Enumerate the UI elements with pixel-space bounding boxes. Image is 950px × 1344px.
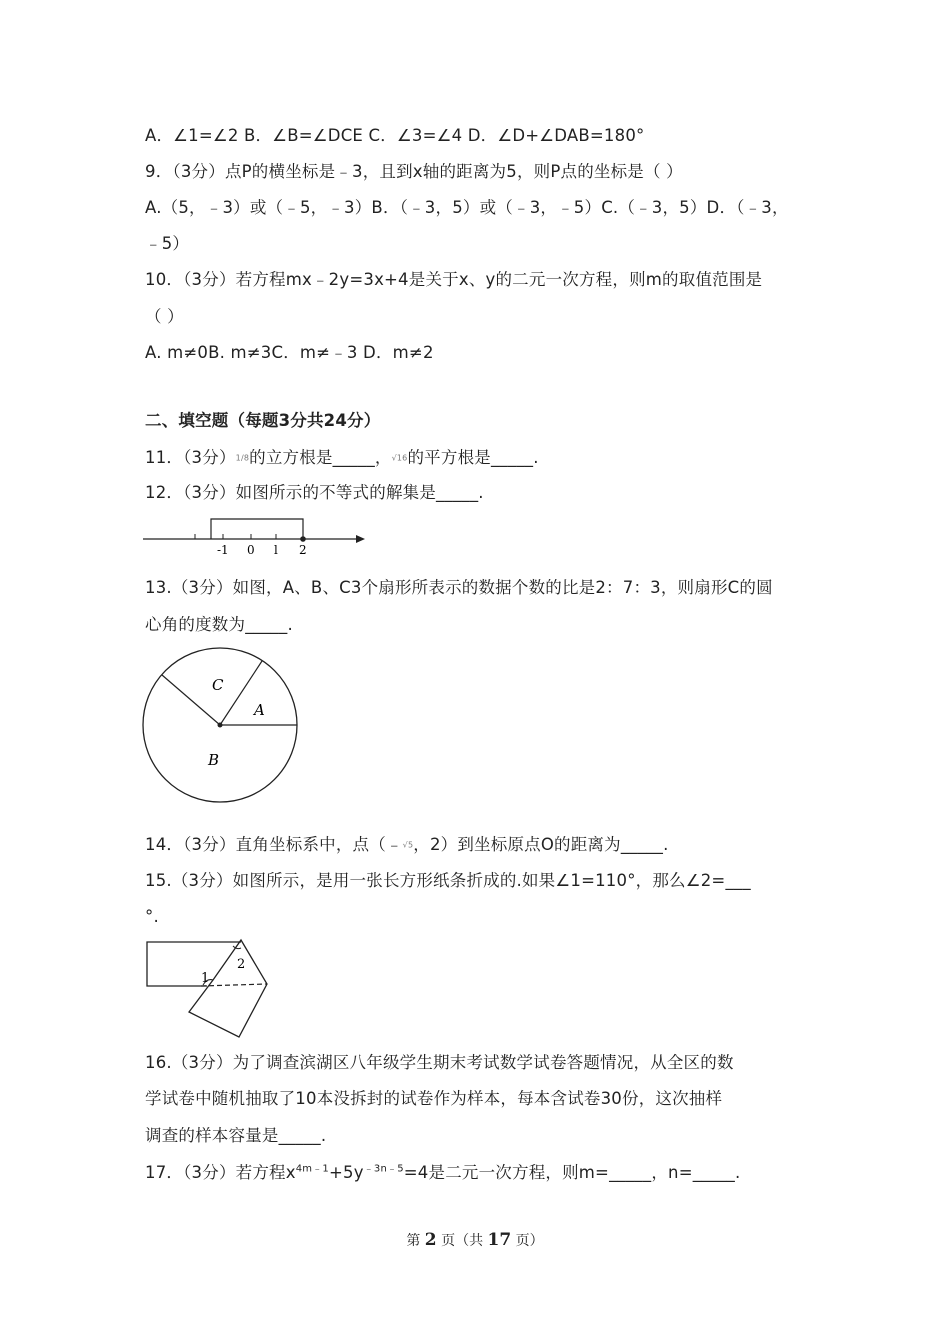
label-2: 2	[299, 543, 307, 557]
q16-line3: 调查的样本容量是_____.	[145, 1126, 327, 1145]
folded-part	[189, 940, 267, 1037]
q17	[145, 1162, 740, 1184]
page-footer	[0, 1230, 950, 1250]
footer-page-number: 2	[424, 1230, 437, 1250]
q16-line1: 16.（3分）为了调查滨湖区八年级学生期末考试数学试卷答题情况，从全区的数	[145, 1053, 734, 1072]
fold-dashed-line	[201, 984, 267, 986]
footer-prefix: 第	[406, 1233, 421, 1249]
q11-prefix: 11．（3分）	[145, 448, 236, 467]
sector-b-label: B	[208, 751, 220, 769]
q11-fraction: 1/8	[235, 453, 250, 463]
q17-exponent-x: 4m﹣1	[295, 1163, 329, 1175]
label-minus-1: -1	[217, 543, 229, 557]
q11-suffix: 的平方根是_____.	[407, 448, 539, 467]
q17-mid: +5y	[329, 1163, 364, 1182]
pie-center	[218, 723, 223, 728]
q9-stem: 9．（3分）点P的横坐标是﹣3，且到x轴的距离为5，则P点的坐标是（ ）	[145, 162, 683, 181]
label-1: l	[274, 543, 278, 557]
q17-exponent-y: ﹣3n﹣5	[363, 1163, 404, 1175]
footer-total-pages: 17	[487, 1230, 512, 1250]
q13-line1: 13.（3分）如图，A、B、C3个扇形所表示的数据个数的比是2：7：3，则扇形C的圆	[145, 578, 773, 597]
solution-bracket	[211, 519, 303, 539]
q10-paren: （ ）	[145, 307, 184, 326]
angle-2-label: 2	[237, 957, 246, 972]
q16-line2: 学试卷中随机抽取了10本没拆封的试卷作为样本，每本含试卷30份，这次抽样	[145, 1089, 723, 1108]
q13-line2: 心角的度数为_____.	[145, 615, 293, 634]
label-0: 0	[247, 543, 255, 557]
footer-mid: 页（共	[441, 1233, 484, 1249]
angle-1-label: 1	[201, 971, 210, 986]
q8-options: A．∠1=∠2 B．∠B=∠DCE C．∠3=∠4 D．∠D+∠DAB=180°	[145, 126, 645, 145]
q12: 12．（3分）如图所示的不等式的解集是_____.	[145, 483, 484, 502]
q14-sqrt: √5	[402, 840, 414, 850]
q10-options: A. m≠0B. m≠3C．m≠﹣3 D．m≠2	[145, 343, 434, 362]
number-line-figure	[143, 515, 368, 560]
q17-suffix: =4是二元一次方程，则m=_____，n=_____.	[403, 1163, 741, 1182]
q14-prefix: 14．（3分）直角坐标系中，点（﹣	[145, 835, 403, 854]
q9-options-line1: A.（5，﹣3）或（﹣5，﹣3）B．（﹣3，5）或（﹣3，﹣5）C.（﹣3，5）D．（﹣3，	[145, 198, 789, 217]
q11-sqrt: √16	[391, 453, 408, 463]
pie-figure	[140, 645, 302, 807]
q15-line2: °.	[145, 907, 159, 926]
number-line-arrow	[356, 535, 365, 543]
q9-options-line2: ﹣5）	[145, 234, 190, 253]
q17-prefix: 17．（3分）若方程x	[145, 1163, 296, 1182]
footer-suffix: 页）	[515, 1233, 544, 1249]
q11-mid: 的立方根是_____，	[249, 448, 392, 467]
q10-stem: 10．（3分）若方程mx﹣2y=3x+4是关于x、y的二元一次方程，则m的取值范围是	[145, 270, 763, 289]
sector-c-label: C	[212, 676, 224, 694]
q14-suffix: ，2）到坐标原点O的距离为_____.	[413, 835, 669, 854]
q15-line1: 15.（3分）如图所示，是用一张长方形纸条折成的.如果∠1=110°，那么∠2=___	[145, 871, 751, 890]
q14	[145, 834, 669, 857]
sector-a-label: A	[254, 701, 265, 719]
folded-strip-figure	[143, 938, 273, 1043]
q11	[145, 447, 539, 470]
section-2-title: 二、填空题（每题3分共24分）	[145, 411, 381, 430]
solid-point	[300, 536, 306, 542]
strip-rectangle	[147, 942, 241, 986]
